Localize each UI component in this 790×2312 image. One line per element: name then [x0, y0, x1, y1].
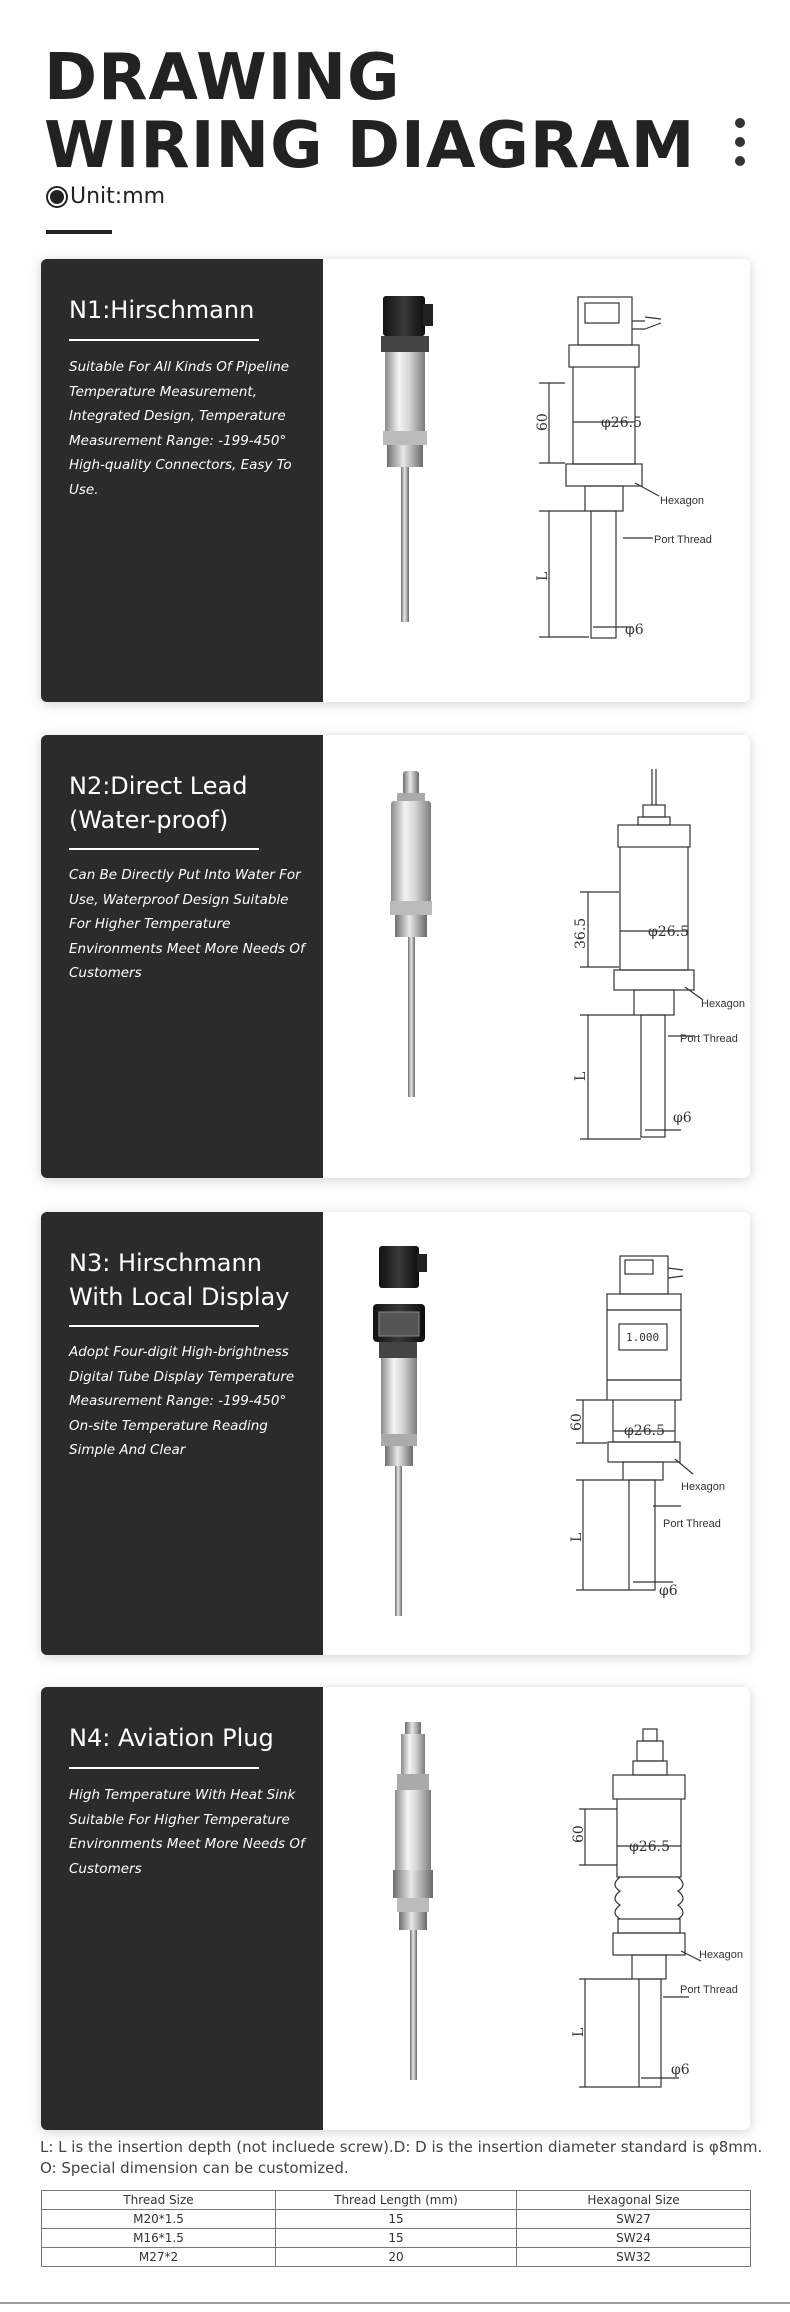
product-drawing-n4	[323, 1687, 750, 2130]
card-title: N1:Hirschmann	[69, 296, 255, 324]
product-card-n3	[41, 1212, 750, 1655]
table-cell: 15	[275, 2210, 516, 2229]
spec-table	[41, 2190, 751, 2267]
card-title: N2:Direct Lead (Water-proof)	[69, 772, 248, 834]
column-header: Thread Size	[42, 2191, 276, 2210]
table-row	[42, 2210, 751, 2229]
product-photo	[390, 771, 432, 1097]
callout-port-thread: Port Thread	[680, 1984, 738, 1996]
note-custom-dimension: O: Special dimension can be customized.	[40, 2159, 349, 2177]
table-cell: SW24	[517, 2229, 751, 2248]
product-drawing-n3	[323, 1212, 750, 1655]
title-underline	[46, 230, 112, 234]
dim-length: L	[573, 1071, 589, 1081]
column-header: Thread Length (mm)	[275, 2191, 516, 2210]
callout-hexagon: Hexagon	[660, 495, 705, 507]
technical-drawing	[580, 769, 703, 1139]
product-photo	[381, 296, 433, 622]
dim-height: 60	[535, 413, 551, 431]
dim-diameter-probe: φ6	[673, 1110, 692, 1126]
dim-length: L	[535, 571, 551, 581]
table-cell: 15	[275, 2229, 516, 2248]
product-photo	[393, 1722, 433, 2080]
product-card-n2	[41, 735, 750, 1178]
unit-text: Unit:mm	[70, 184, 166, 209]
dim-length: L	[569, 1532, 585, 1542]
callout-port-thread: Port Thread	[663, 1518, 721, 1530]
footer-divider	[0, 2302, 790, 2304]
table-cell: SW27	[517, 2210, 751, 2229]
technical-drawing	[579, 1729, 701, 2087]
card-description: Suitable For All Kinds Of Pipeline Temperature Measurement, Integrated Design, Temperature Measurement Range: -199-450° High-quality Connectors, Easy To Use.	[69, 359, 292, 498]
dim-diameter-probe: φ6	[659, 1583, 678, 1599]
card-divider	[69, 339, 259, 341]
table-row	[42, 2229, 751, 2248]
table-cell: 20	[275, 2248, 516, 2267]
more-menu-icon[interactable]	[735, 118, 751, 175]
card-title: N4: Aviation Plug	[69, 1724, 274, 1752]
dim-length: L	[571, 2027, 587, 2037]
table-header-row	[42, 2191, 751, 2210]
callout-port-thread: Port Thread	[654, 534, 712, 546]
column-header: Hexagonal Size	[517, 2191, 751, 2210]
dim-height: 60	[569, 1413, 585, 1431]
page-title-line2: WIRING DIAGRAM	[44, 109, 696, 183]
dim-diameter-probe: φ6	[671, 2062, 690, 2078]
dim-diameter-body: φ26.5	[629, 1839, 670, 1855]
dim-diameter-probe: φ6	[625, 622, 644, 638]
table-cell: M20*1.5	[42, 2210, 276, 2229]
callout-hexagon: Hexagon	[681, 1481, 726, 1493]
card-drawing-panel	[323, 735, 750, 1178]
table-row	[42, 2248, 751, 2267]
card-drawing-panel	[323, 259, 750, 702]
technical-drawing	[539, 297, 661, 638]
dim-height: 60	[571, 1825, 587, 1843]
card-description: High Temperature With Heat Sink Suitable For Higher Temperature Environments Meet More Needs Of Customers	[69, 1787, 305, 1877]
table-cell: SW32	[517, 2248, 751, 2267]
card-info-panel	[41, 259, 323, 702]
card-title: N3: Hirschmann With Local Display	[69, 1249, 290, 1311]
card-drawing-panel	[323, 1687, 750, 2130]
dim-diameter-body: φ26.5	[624, 1423, 665, 1439]
product-drawing-n1	[323, 259, 750, 702]
callout-hexagon: Hexagon	[701, 998, 746, 1010]
note-insertion-depth: L: L is the insertion depth (not incluede screw).D: D is the insertion diameter standard is φ8mm.	[40, 2138, 763, 2156]
table-cell: M27*2	[42, 2248, 276, 2267]
table-cell: M16*1.5	[42, 2229, 276, 2248]
product-drawing-n2	[323, 735, 750, 1178]
card-info-panel	[41, 735, 323, 1178]
card-divider	[69, 1325, 259, 1327]
product-card-n1	[41, 259, 750, 702]
dim-diameter-body: φ26.5	[601, 415, 642, 431]
callout-port-thread: Port Thread	[680, 1033, 738, 1045]
page-header	[0, 0, 790, 250]
product-card-n4	[41, 1687, 750, 2130]
unit-label	[48, 184, 165, 209]
dim-diameter-body: φ26.5	[648, 924, 689, 940]
display-reading: 1.000	[626, 1331, 660, 1344]
product-photo	[373, 1246, 427, 1616]
dim-height: 36.5	[573, 917, 589, 949]
card-divider	[69, 1767, 259, 1769]
card-divider	[69, 848, 259, 850]
page-title-line1: DRAWING	[44, 41, 401, 115]
card-drawing-panel	[323, 1212, 750, 1655]
card-description: Adopt Four-digit High-brightness Digital Tube Display Temperature Measurement Range: -199-450° On-site Temperature Reading Simple And Clear	[69, 1344, 295, 1458]
bullet-icon	[48, 188, 66, 206]
card-info-panel	[41, 1687, 323, 2130]
card-info-panel	[41, 1212, 323, 1655]
callout-hexagon: Hexagon	[699, 1949, 744, 1961]
card-description: Can Be Directly Put Into Water For Use, Waterproof Design Suitable For Higher Temperature Environments Meet More Needs Of Customers	[69, 867, 305, 981]
